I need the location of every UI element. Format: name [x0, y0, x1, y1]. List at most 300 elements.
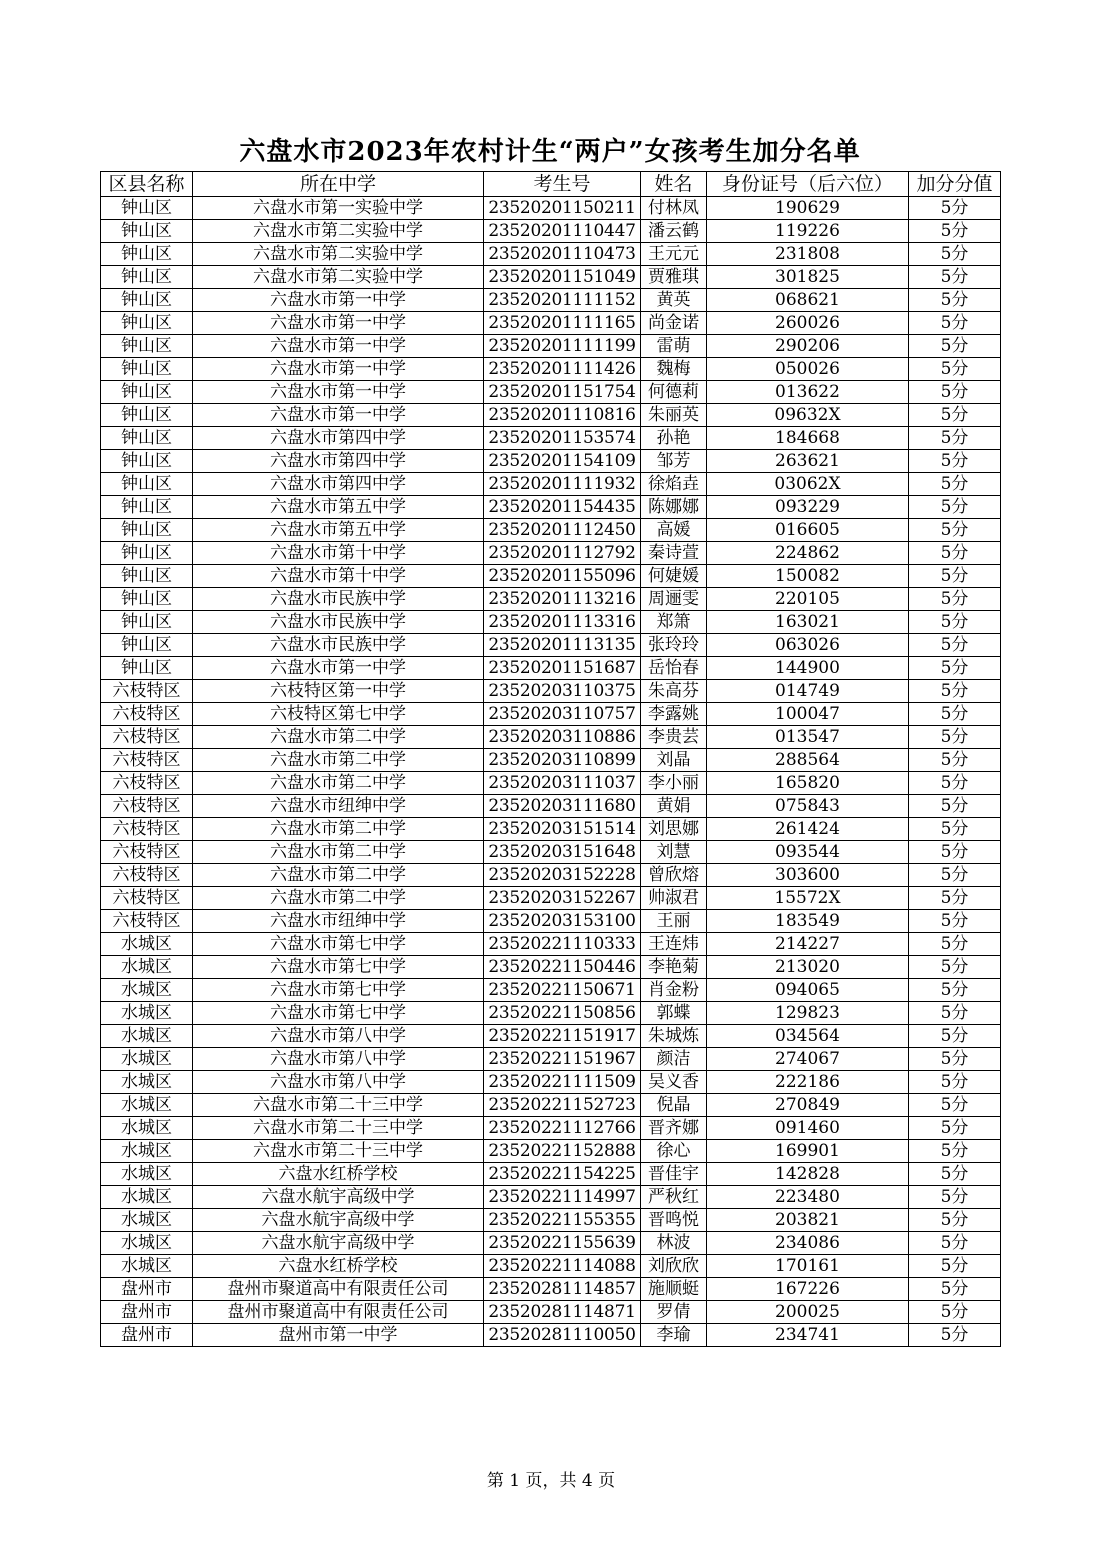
table-row [101, 312, 1001, 335]
cell-id-last-six: 142828 [707, 1163, 909, 1186]
cell-id-last-six: 063026 [707, 634, 909, 657]
cell-exam-number: 23520281114857 [484, 1278, 641, 1301]
cell-id-last-six: 263621 [707, 450, 909, 473]
cell-district: 六枝特区 [101, 887, 193, 910]
cell-exam-number: 23520201113316 [484, 611, 641, 634]
table-row [101, 657, 1001, 680]
cell-exam-number: 23520201154435 [484, 496, 641, 519]
cell-name: 晋佳宇 [641, 1163, 707, 1186]
cell-bonus-points: 5分 [909, 427, 1001, 450]
cell-exam-number: 23520221154225 [484, 1163, 641, 1186]
cell-bonus-points: 5分 [909, 680, 1001, 703]
cell-district: 水城区 [101, 1025, 193, 1048]
cell-exam-number: 23520221155355 [484, 1209, 641, 1232]
cell-exam-number: 23520281110050 [484, 1324, 641, 1347]
cell-school: 六盘水航宇高级中学 [193, 1232, 484, 1255]
cell-school: 六盘水市第二十三中学 [193, 1094, 484, 1117]
cell-name: 吴义香 [641, 1071, 707, 1094]
cell-name: 周逦雯 [641, 588, 707, 611]
cell-district: 钟山区 [101, 542, 193, 565]
cell-bonus-points: 5分 [909, 1255, 1001, 1278]
cell-district: 盘州市 [101, 1278, 193, 1301]
cell-district: 钟山区 [101, 634, 193, 657]
cell-school: 六盘水市第一中学 [193, 404, 484, 427]
cell-id-last-six: 301825 [707, 266, 909, 289]
table-row [101, 1186, 1001, 1209]
cell-id-last-six: 220105 [707, 588, 909, 611]
cell-district: 钟山区 [101, 427, 193, 450]
cell-exam-number: 23520203152267 [484, 887, 641, 910]
cell-name: 李艳菊 [641, 956, 707, 979]
cell-bonus-points: 5分 [909, 588, 1001, 611]
cell-district: 六枝特区 [101, 841, 193, 864]
cell-name: 张玲玲 [641, 634, 707, 657]
cell-id-last-six: 050026 [707, 358, 909, 381]
cell-name: 施顺蜓 [641, 1278, 707, 1301]
header-id-last-six: 身份证号（后六位） [707, 172, 909, 197]
cell-exam-number: 23520201113216 [484, 588, 641, 611]
table-row [101, 933, 1001, 956]
cell-exam-number: 23520221110333 [484, 933, 641, 956]
cell-id-last-six: 231808 [707, 243, 909, 266]
cell-bonus-points: 5分 [909, 473, 1001, 496]
cell-school: 六盘水市第五中学 [193, 496, 484, 519]
cell-exam-number: 23520203153100 [484, 910, 641, 933]
cell-id-last-six: 169901 [707, 1140, 909, 1163]
cell-school: 六盘水红桥学校 [193, 1255, 484, 1278]
cell-id-last-six: 290206 [707, 335, 909, 358]
table-row [101, 197, 1001, 220]
cell-name: 贾雅琪 [641, 266, 707, 289]
cell-district: 水城区 [101, 1232, 193, 1255]
cell-exam-number: 23520201150211 [484, 197, 641, 220]
cell-school: 六盘水市第一中学 [193, 289, 484, 312]
cell-id-last-six: 260026 [707, 312, 909, 335]
cell-school: 六盘水航宇高级中学 [193, 1186, 484, 1209]
cell-district: 六枝特区 [101, 680, 193, 703]
cell-bonus-points: 5分 [909, 864, 1001, 887]
cell-name: 黄娟 [641, 795, 707, 818]
cell-district: 水城区 [101, 1209, 193, 1232]
table-row [101, 611, 1001, 634]
cell-id-last-six: 167226 [707, 1278, 909, 1301]
cell-exam-number: 23520201110447 [484, 220, 641, 243]
cell-exam-number: 23520201111932 [484, 473, 641, 496]
cell-exam-number: 23520221150856 [484, 1002, 641, 1025]
cell-bonus-points: 5分 [909, 381, 1001, 404]
cell-exam-number: 23520203110899 [484, 749, 641, 772]
cell-id-last-six: 190629 [707, 197, 909, 220]
table-row [101, 381, 1001, 404]
cell-school: 六盘水市第一中学 [193, 381, 484, 404]
cell-name: 王元元 [641, 243, 707, 266]
cell-bonus-points: 5分 [909, 634, 1001, 657]
page-footer: 第 1 页，共 4 页 [486, 1471, 616, 1491]
cell-district: 钟山区 [101, 404, 193, 427]
cell-exam-number: 23520203151648 [484, 841, 641, 864]
cell-school: 六盘水市第一中学 [193, 657, 484, 680]
cell-exam-number: 23520201111165 [484, 312, 641, 335]
cell-name: 王丽 [641, 910, 707, 933]
cell-school: 六盘水市第八中学 [193, 1048, 484, 1071]
cell-name: 郭蝶 [641, 1002, 707, 1025]
cell-school: 六盘水市纽绅中学 [193, 795, 484, 818]
cell-exam-number: 23520221111509 [484, 1071, 641, 1094]
cell-district: 水城区 [101, 1071, 193, 1094]
table-row [101, 1094, 1001, 1117]
cell-bonus-points: 5分 [909, 1278, 1001, 1301]
cell-name: 李小丽 [641, 772, 707, 795]
cell-id-last-six: 014749 [707, 680, 909, 703]
cell-exam-number: 23520221114088 [484, 1255, 641, 1278]
cell-name: 倪晶 [641, 1094, 707, 1117]
table-row [101, 979, 1001, 1002]
cell-district: 六枝特区 [101, 818, 193, 841]
table-row [101, 335, 1001, 358]
cell-exam-number: 23520201151687 [484, 657, 641, 680]
table-row [101, 289, 1001, 312]
cell-name: 魏梅 [641, 358, 707, 381]
roster-body [101, 197, 1001, 1347]
cell-school: 六枝特区第一中学 [193, 680, 484, 703]
cell-district: 六枝特区 [101, 864, 193, 887]
table-header-row [101, 172, 1001, 197]
cell-exam-number: 23520203110757 [484, 703, 641, 726]
cell-bonus-points: 5分 [909, 1209, 1001, 1232]
roster-table [100, 171, 1001, 1347]
cell-bonus-points: 5分 [909, 956, 1001, 979]
cell-bonus-points: 5分 [909, 496, 1001, 519]
cell-school: 六盘水市第一中学 [193, 358, 484, 381]
cell-school: 六盘水市第十中学 [193, 542, 484, 565]
table-row [101, 1255, 1001, 1278]
cell-id-last-six: 091460 [707, 1117, 909, 1140]
cell-id-last-six: 213020 [707, 956, 909, 979]
cell-school: 六盘水市民族中学 [193, 634, 484, 657]
table-row [101, 1117, 1001, 1140]
cell-school: 六盘水市第二十三中学 [193, 1140, 484, 1163]
table-row [101, 1140, 1001, 1163]
cell-bonus-points: 5分 [909, 289, 1001, 312]
table-row [101, 519, 1001, 542]
cell-name: 李露姚 [641, 703, 707, 726]
cell-district: 六枝特区 [101, 703, 193, 726]
cell-id-last-six: 183549 [707, 910, 909, 933]
cell-exam-number: 23520221152888 [484, 1140, 641, 1163]
cell-id-last-six: 034564 [707, 1025, 909, 1048]
header-name: 姓名 [641, 172, 707, 197]
cell-school: 盘州市聚道高中有限责任公司 [193, 1301, 484, 1324]
cell-bonus-points: 5分 [909, 1301, 1001, 1324]
table-row [101, 496, 1001, 519]
cell-id-last-six: 222186 [707, 1071, 909, 1094]
page-title: 六盘水市2023年农村计生“两户”女孩考生加分名单 [239, 137, 861, 167]
cell-id-last-six: 03062X [707, 473, 909, 496]
cell-school: 六盘水市第四中学 [193, 473, 484, 496]
cell-school: 六盘水市第二实验中学 [193, 243, 484, 266]
header-school: 所在中学 [193, 172, 484, 197]
cell-school: 六盘水市第二实验中学 [193, 266, 484, 289]
cell-bonus-points: 5分 [909, 1140, 1001, 1163]
cell-school: 六盘水市第八中学 [193, 1071, 484, 1094]
cell-name: 陈娜娜 [641, 496, 707, 519]
cell-school: 六盘水市第二十三中学 [193, 1117, 484, 1140]
cell-exam-number: 23520201110473 [484, 243, 641, 266]
cell-bonus-points: 5分 [909, 841, 1001, 864]
cell-id-last-six: 224862 [707, 542, 909, 565]
cell-school: 六盘水市第一实验中学 [193, 197, 484, 220]
cell-exam-number: 23520221155639 [484, 1232, 641, 1255]
cell-exam-number: 23520201151754 [484, 381, 641, 404]
table-row [101, 703, 1001, 726]
cell-exam-number: 23520203110375 [484, 680, 641, 703]
cell-school: 六盘水市第八中学 [193, 1025, 484, 1048]
cell-school: 六盘水市第二中学 [193, 772, 484, 795]
header-district: 区县名称 [101, 172, 193, 197]
cell-name: 朱城炼 [641, 1025, 707, 1048]
table-row [101, 473, 1001, 496]
cell-school: 六盘水市第二中学 [193, 887, 484, 910]
cell-school: 六枝特区第七中学 [193, 703, 484, 726]
cell-school: 六盘水市纽绅中学 [193, 910, 484, 933]
cell-exam-number: 23520201151049 [484, 266, 641, 289]
cell-name: 罗倩 [641, 1301, 707, 1324]
cell-exam-number: 23520203151514 [484, 818, 641, 841]
cell-exam-number: 23520201155096 [484, 565, 641, 588]
cell-name: 李贵芸 [641, 726, 707, 749]
cell-district: 钟山区 [101, 496, 193, 519]
table-row [101, 634, 1001, 657]
cell-exam-number: 23520201111199 [484, 335, 641, 358]
cell-school: 六盘水市第七中学 [193, 956, 484, 979]
cell-name: 帅淑君 [641, 887, 707, 910]
cell-district: 钟山区 [101, 473, 193, 496]
cell-name: 付林凤 [641, 197, 707, 220]
cell-exam-number: 23520201110816 [484, 404, 641, 427]
cell-school: 六盘水市第二实验中学 [193, 220, 484, 243]
cell-exam-number: 23520203111680 [484, 795, 641, 818]
cell-name: 颜洁 [641, 1048, 707, 1071]
cell-exam-number: 23520221112766 [484, 1117, 641, 1140]
table-row [101, 795, 1001, 818]
cell-district: 六枝特区 [101, 749, 193, 772]
table-row [101, 1278, 1001, 1301]
cell-name: 徐心 [641, 1140, 707, 1163]
table-row [101, 910, 1001, 933]
cell-id-last-six: 013622 [707, 381, 909, 404]
cell-id-last-six: 100047 [707, 703, 909, 726]
cell-school: 六盘水市第五中学 [193, 519, 484, 542]
table-row [101, 266, 1001, 289]
cell-id-last-six: 093544 [707, 841, 909, 864]
cell-name: 黄英 [641, 289, 707, 312]
cell-name: 郑箫 [641, 611, 707, 634]
header-exam-number: 考生号 [484, 172, 641, 197]
cell-district: 钟山区 [101, 266, 193, 289]
cell-id-last-six: 288564 [707, 749, 909, 772]
cell-bonus-points: 5分 [909, 887, 1001, 910]
cell-school: 六盘水市第二中学 [193, 818, 484, 841]
cell-exam-number: 23520221150446 [484, 956, 641, 979]
cell-district: 盘州市 [101, 1301, 193, 1324]
cell-school: 六盘水市第四中学 [193, 427, 484, 450]
cell-id-last-six: 09632X [707, 404, 909, 427]
cell-bonus-points: 5分 [909, 1117, 1001, 1140]
cell-name: 刘晶 [641, 749, 707, 772]
table-row [101, 887, 1001, 910]
cell-name: 雷萌 [641, 335, 707, 358]
cell-id-last-six: 170161 [707, 1255, 909, 1278]
table-row [101, 749, 1001, 772]
table-row [101, 864, 1001, 887]
cell-bonus-points: 5分 [909, 703, 1001, 726]
table-row [101, 1002, 1001, 1025]
cell-district: 水城区 [101, 979, 193, 1002]
cell-bonus-points: 5分 [909, 312, 1001, 335]
table-row [101, 427, 1001, 450]
cell-name: 肖金粉 [641, 979, 707, 1002]
table-row [101, 588, 1001, 611]
cell-exam-number: 23520221151917 [484, 1025, 641, 1048]
table-row [101, 680, 1001, 703]
cell-id-last-six: 016605 [707, 519, 909, 542]
table-row [101, 1025, 1001, 1048]
cell-name: 岳怡春 [641, 657, 707, 680]
cell-school: 六盘水市第二中学 [193, 749, 484, 772]
cell-exam-number: 23520203111037 [484, 772, 641, 795]
cell-district: 钟山区 [101, 381, 193, 404]
cell-id-last-six: 15572X [707, 887, 909, 910]
cell-name: 高媛 [641, 519, 707, 542]
cell-id-last-six: 075843 [707, 795, 909, 818]
cell-id-last-six: 203821 [707, 1209, 909, 1232]
cell-bonus-points: 5分 [909, 266, 1001, 289]
cell-district: 六枝特区 [101, 772, 193, 795]
cell-name: 朱丽英 [641, 404, 707, 427]
cell-exam-number: 23520201113135 [484, 634, 641, 657]
cell-id-last-six: 270849 [707, 1094, 909, 1117]
cell-school: 盘州市聚道高中有限责任公司 [193, 1278, 484, 1301]
cell-id-last-six: 068621 [707, 289, 909, 312]
cell-district: 钟山区 [101, 289, 193, 312]
cell-district: 六枝特区 [101, 726, 193, 749]
cell-bonus-points: 5分 [909, 197, 1001, 220]
cell-name: 晋鸣悦 [641, 1209, 707, 1232]
cell-name: 晋齐娜 [641, 1117, 707, 1140]
cell-bonus-points: 5分 [909, 1324, 1001, 1347]
table-row [101, 542, 1001, 565]
cell-id-last-six: 200025 [707, 1301, 909, 1324]
cell-school: 盘州市第一中学 [193, 1324, 484, 1347]
cell-bonus-points: 5分 [909, 726, 1001, 749]
cell-district: 钟山区 [101, 588, 193, 611]
cell-school: 六盘水红桥学校 [193, 1163, 484, 1186]
cell-id-last-six: 303600 [707, 864, 909, 887]
header-bonus-points: 加分分值 [909, 172, 1001, 197]
cell-name: 邹芳 [641, 450, 707, 473]
cell-name: 刘慧 [641, 841, 707, 864]
cell-district: 水城区 [101, 1186, 193, 1209]
cell-name: 严秋红 [641, 1186, 707, 1209]
cell-exam-number: 23520201111426 [484, 358, 641, 381]
cell-id-last-six: 261424 [707, 818, 909, 841]
table-row [101, 243, 1001, 266]
cell-bonus-points: 5分 [909, 749, 1001, 772]
cell-district: 钟山区 [101, 611, 193, 634]
cell-district: 水城区 [101, 1002, 193, 1025]
cell-bonus-points: 5分 [909, 450, 1001, 473]
cell-school: 六盘水市民族中学 [193, 588, 484, 611]
cell-name: 李瑜 [641, 1324, 707, 1347]
table-row [101, 818, 1001, 841]
cell-id-last-six: 144900 [707, 657, 909, 680]
cell-bonus-points: 5分 [909, 519, 1001, 542]
cell-bonus-points: 5分 [909, 335, 1001, 358]
cell-exam-number: 23520221151967 [484, 1048, 641, 1071]
cell-district: 钟山区 [101, 220, 193, 243]
cell-exam-number: 23520203152228 [484, 864, 641, 887]
table-row [101, 1071, 1001, 1094]
cell-school: 六盘水市第一中学 [193, 312, 484, 335]
cell-bonus-points: 5分 [909, 772, 1001, 795]
cell-name: 曾欣熔 [641, 864, 707, 887]
cell-bonus-points: 5分 [909, 1232, 1001, 1255]
cell-id-last-six: 214227 [707, 933, 909, 956]
cell-exam-number: 23520221114997 [484, 1186, 641, 1209]
cell-school: 六盘水市第七中学 [193, 1002, 484, 1025]
cell-exam-number: 23520201154109 [484, 450, 641, 473]
cell-name: 秦诗萱 [641, 542, 707, 565]
cell-bonus-points: 5分 [909, 1048, 1001, 1071]
cell-bonus-points: 5分 [909, 220, 1001, 243]
cell-exam-number: 23520201112792 [484, 542, 641, 565]
cell-district: 水城区 [101, 1117, 193, 1140]
cell-district: 水城区 [101, 1163, 193, 1186]
cell-id-last-six: 094065 [707, 979, 909, 1002]
cell-exam-number: 23520201153574 [484, 427, 641, 450]
cell-district: 钟山区 [101, 243, 193, 266]
cell-district: 六枝特区 [101, 795, 193, 818]
cell-district: 钟山区 [101, 450, 193, 473]
cell-exam-number: 23520221150671 [484, 979, 641, 1002]
cell-district: 钟山区 [101, 197, 193, 220]
cell-exam-number: 23520201111152 [484, 289, 641, 312]
cell-school: 六盘水市第十中学 [193, 565, 484, 588]
cell-id-last-six: 223480 [707, 1186, 909, 1209]
cell-bonus-points: 5分 [909, 358, 1001, 381]
cell-name: 何德莉 [641, 381, 707, 404]
table-row [101, 1301, 1001, 1324]
cell-district: 钟山区 [101, 312, 193, 335]
table-row [101, 404, 1001, 427]
cell-district: 钟山区 [101, 519, 193, 542]
cell-exam-number: 23520203110886 [484, 726, 641, 749]
cell-school: 六盘水市第二中学 [193, 841, 484, 864]
cell-bonus-points: 5分 [909, 1025, 1001, 1048]
cell-bonus-points: 5分 [909, 933, 1001, 956]
cell-bonus-points: 5分 [909, 795, 1001, 818]
cell-id-last-six: 150082 [707, 565, 909, 588]
cell-bonus-points: 5分 [909, 243, 1001, 266]
cell-id-last-six: 129823 [707, 1002, 909, 1025]
cell-district: 水城区 [101, 1094, 193, 1117]
table-row [101, 1324, 1001, 1347]
cell-name: 潘云鹤 [641, 220, 707, 243]
table-row [101, 1048, 1001, 1071]
cell-id-last-six: 234086 [707, 1232, 909, 1255]
cell-id-last-six: 184668 [707, 427, 909, 450]
cell-id-last-six: 165820 [707, 772, 909, 795]
